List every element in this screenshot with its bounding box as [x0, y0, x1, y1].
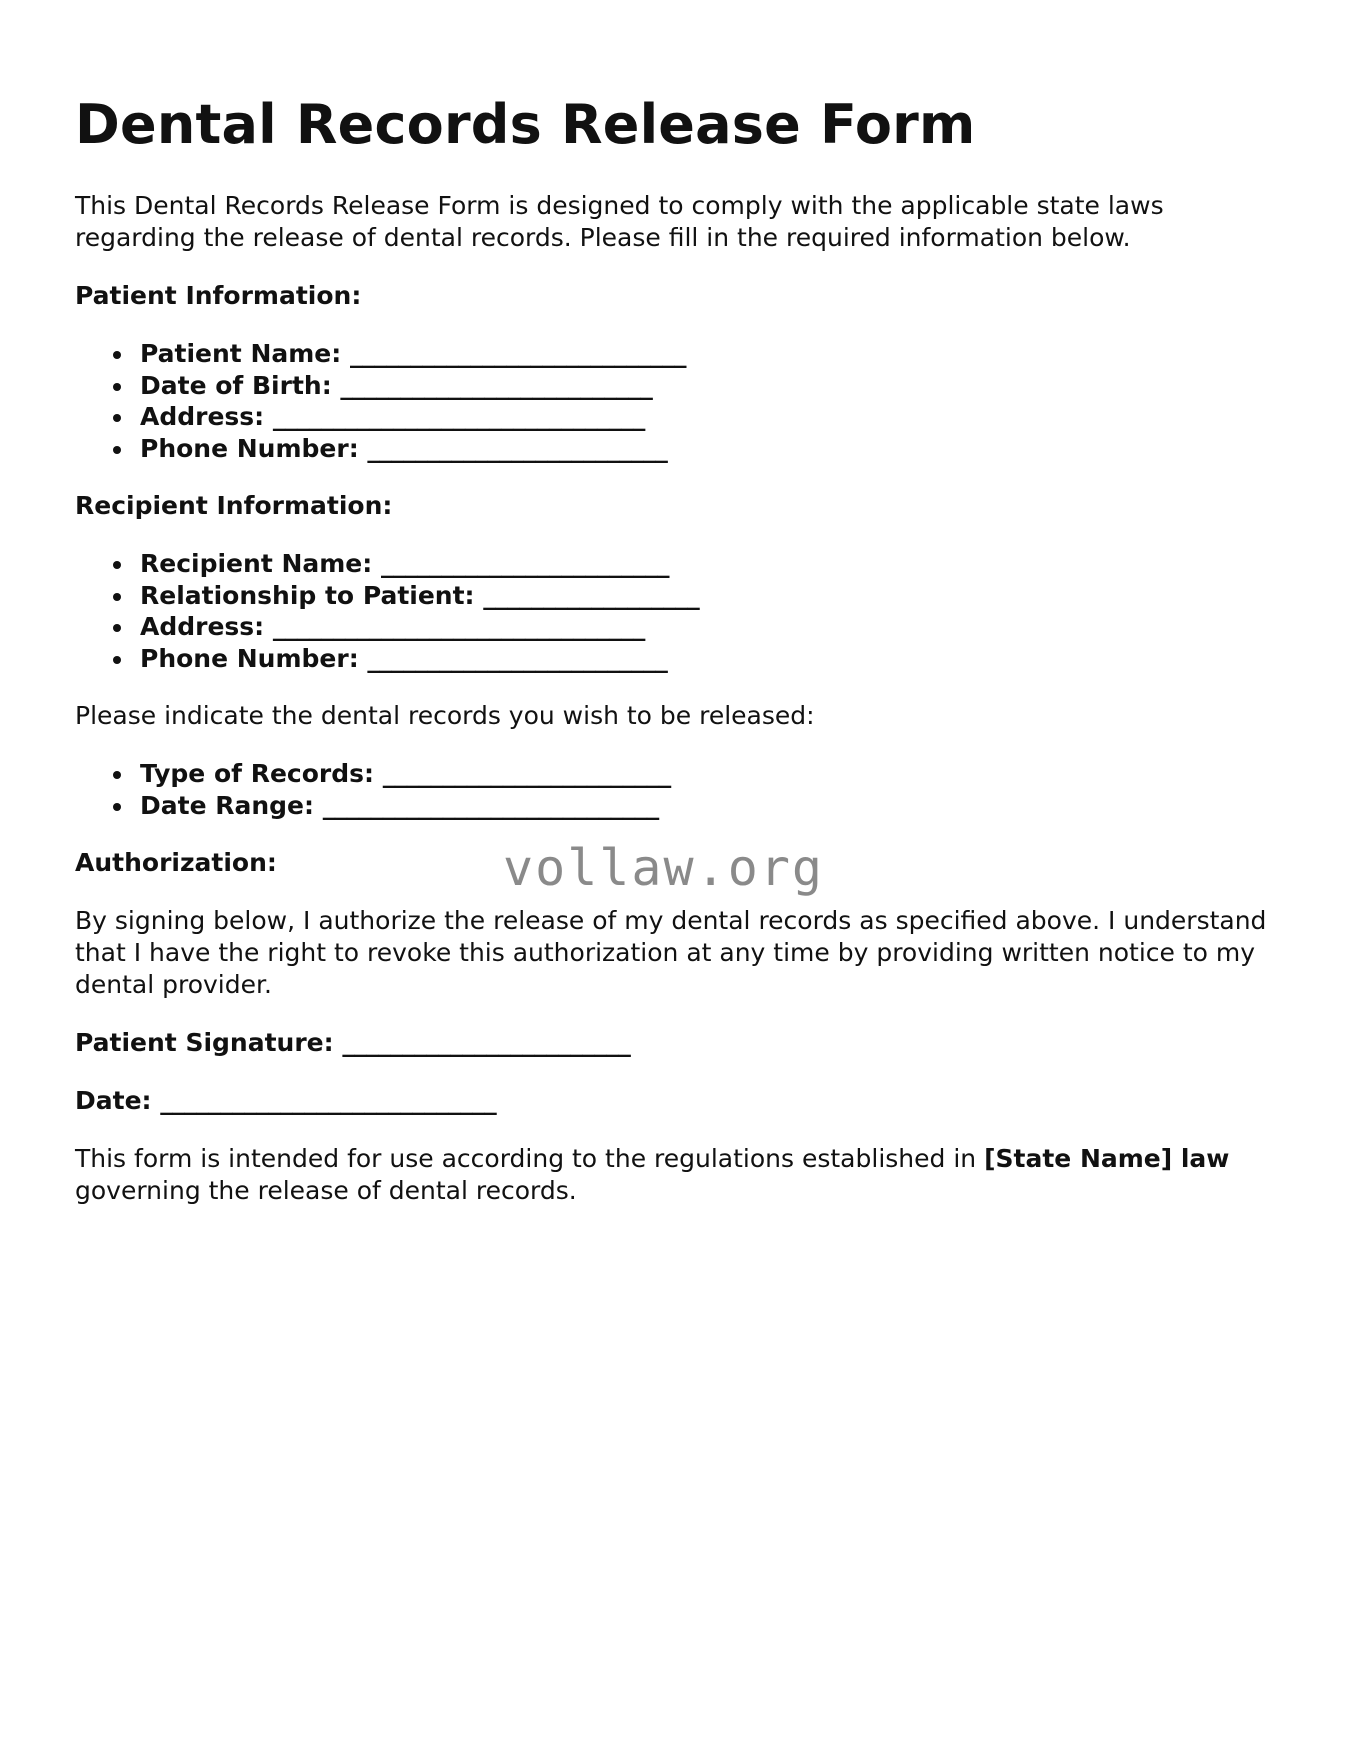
recipient-info-list	[75, 548, 1275, 674]
document-page	[75, 92, 1275, 1207]
intro-paragraph: This Dental Records Release Form is designed to comply with the applicable state laws regarding the release of dental records. Please fill in the required information below.	[75, 191, 1164, 252]
footer-state-law: [State Name] law	[984, 1144, 1230, 1173]
authorization-text: By signing below, I authorize the release of my dental records as specified above. I understand that I have the right to revoke this authorization at any time by providing written notice to my dental provider.	[75, 906, 1267, 999]
list-item	[140, 401, 1275, 433]
list-item	[140, 643, 1275, 675]
watermark: vollaw.org	[503, 839, 825, 897]
signature-line	[75, 1027, 1275, 1059]
recipient-phone-blank[interactable]: _________________________	[367, 643, 668, 673]
patient-info-heading: Patient Information:	[75, 281, 362, 310]
list-item	[140, 790, 1275, 822]
recipient-name-blank[interactable]: ________________________	[380, 549, 669, 578]
type-of-records-blank[interactable]: ________________________	[382, 759, 671, 788]
field-label: Address:	[140, 402, 265, 431]
date-line	[75, 1085, 1275, 1117]
field-label: Phone Number:	[140, 643, 359, 673]
field-label: Patient Name:	[140, 339, 342, 368]
field-label: Relationship to Patient:	[140, 580, 475, 610]
date-range-blank[interactable]: ____________________________	[322, 790, 659, 820]
list-item	[140, 433, 1275, 465]
list-item	[140, 611, 1275, 643]
list-item	[140, 548, 1275, 580]
recipient-info-heading: Recipient Information:	[75, 491, 393, 520]
signature-label: Patient Signature:	[75, 1028, 334, 1057]
footer-text-before: This form is intended for use according to the regulations established in	[75, 1144, 985, 1173]
relationship-blank[interactable]: __________________	[483, 580, 700, 610]
footer-paragraph	[75, 1143, 1275, 1207]
list-item	[140, 338, 1275, 370]
field-label: Date Range:	[140, 790, 314, 820]
recipient-address-blank[interactable]: _______________________________	[272, 612, 645, 641]
patient-name-blank[interactable]: ____________________________	[349, 339, 686, 368]
field-label: Recipient Name:	[140, 549, 373, 578]
patient-address-blank[interactable]: _______________________________	[272, 402, 645, 431]
date-of-birth-blank[interactable]: __________________________	[340, 370, 653, 400]
field-label: Phone Number:	[140, 433, 359, 463]
patient-phone-blank[interactable]: _________________________	[367, 433, 668, 463]
date-label: Date:	[75, 1086, 152, 1115]
page-title: Dental Records Release Form	[75, 93, 976, 156]
list-item	[140, 758, 1275, 790]
signature-blank[interactable]: ________________________	[342, 1028, 631, 1057]
patient-info-list	[75, 338, 1275, 464]
list-item	[140, 370, 1275, 402]
authorization-heading: Authorization:	[75, 848, 277, 877]
list-item	[140, 580, 1275, 612]
field-label: Type of Records:	[140, 759, 374, 788]
records-prompt: Please indicate the dental records you wish to be released:	[75, 701, 815, 730]
date-blank[interactable]: ____________________________	[160, 1086, 497, 1115]
footer-text-after: governing the release of dental records.	[75, 1176, 577, 1205]
field-label: Date of Birth:	[140, 370, 332, 400]
field-label: Address:	[140, 612, 265, 641]
records-list	[75, 758, 1275, 821]
